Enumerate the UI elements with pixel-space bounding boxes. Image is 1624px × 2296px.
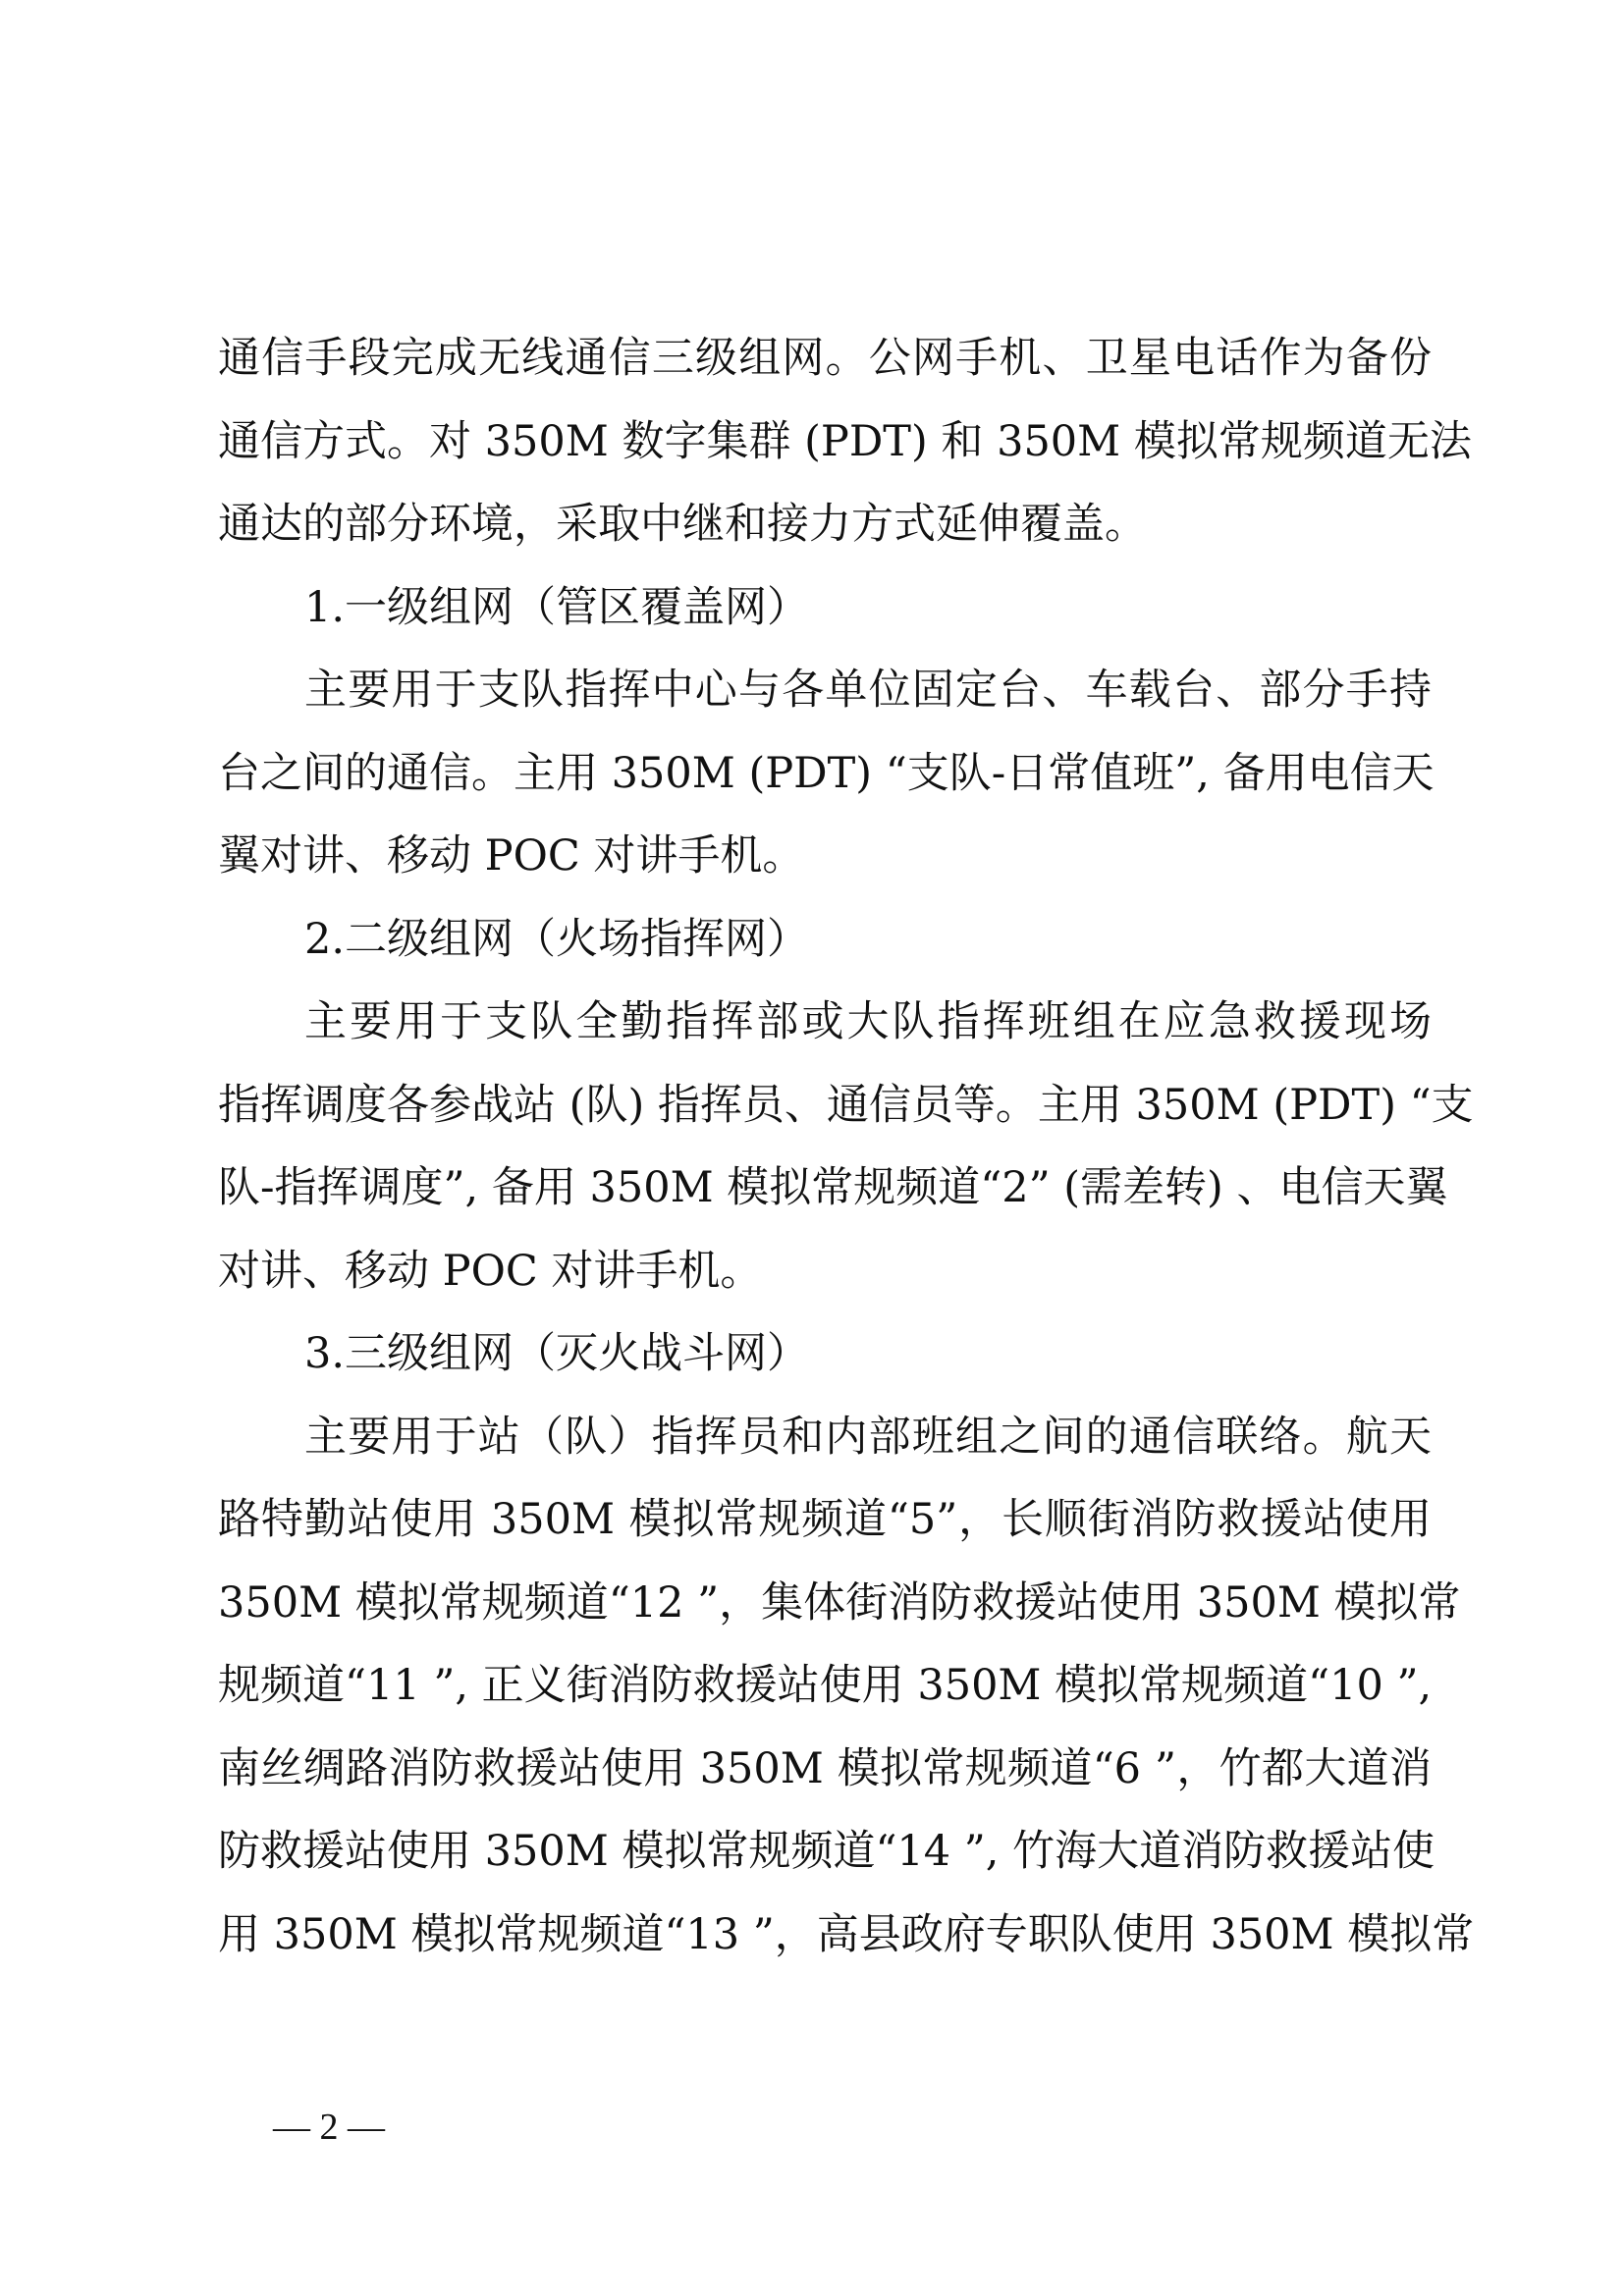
text-line: 主要用于支队指挥中心与各单位固定台、车载台、部分手持 [304, 666, 1432, 715]
text-line: 通信方式。对 350M 数字集群 (PDT) 和 350M 模拟常规频道无法 [218, 416, 1472, 466]
text-line: 1.一级组网（管区覆盖网） [304, 582, 810, 632]
text-line: 3.三级组网（灭火战斗网） [304, 1329, 810, 1378]
text-line: 南丝绸路消防救援站使用 350M 模拟常规频道“6 ”，竹都大道消 [218, 1743, 1432, 1793]
text-line: 用 350M 模拟常规频道“13 ”，高县政府专职队使用 350M 模拟常 [218, 1909, 1475, 1959]
text-line: 通信手段完成无线通信三级组网。公网手机、卫星电话作为备份 [218, 334, 1432, 383]
text-line: 主要用于支队全勤指挥部或大队指挥班组在应急救援现场 [304, 997, 1432, 1046]
text-line: 翼对讲、移动 POC 对讲手机。 [218, 831, 805, 881]
text-line: 防救援站使用 350M 模拟常规频道“14 ”, 竹海大道消防救援站使 [218, 1827, 1435, 1876]
text-line: 指挥调度各参战站 (队) 指挥员、通信员等。主用 350M (PDT) “支 [218, 1080, 1474, 1130]
text-line: 对讲、移动 POC 对讲手机。 [218, 1246, 763, 1296]
text-line: 队-指挥调度”, 备用 350M 模拟常规频道“2” (需差转) 、电信天翼 [218, 1163, 1448, 1212]
text-line: 350M 模拟常规频道“12 ”，集体街消防救援站使用 350M 模拟常 [218, 1577, 1461, 1628]
text-line: 主要用于站（队）指挥员和内部班组之间的通信联络。航天 [304, 1412, 1432, 1462]
text-line: 通达的部分环境，采取中继和接力方式延伸覆盖。 [218, 500, 1147, 549]
text-line: 路特勤站使用 350M 模拟常规频道“5”，长顺街消防救援站使用 [218, 1495, 1432, 1544]
text-line: 台之间的通信。主用 350M (PDT) “支队-日常值班”, 备用电信天 [218, 748, 1435, 798]
text-line: 规频道“11 ”, 正义街消防救援站使用 350M 模拟常规频道“10 ”, [218, 1661, 1433, 1710]
page-number: — 2 — [273, 2107, 385, 2148]
text-line: 2.二级组网（火场指挥网） [304, 914, 810, 964]
